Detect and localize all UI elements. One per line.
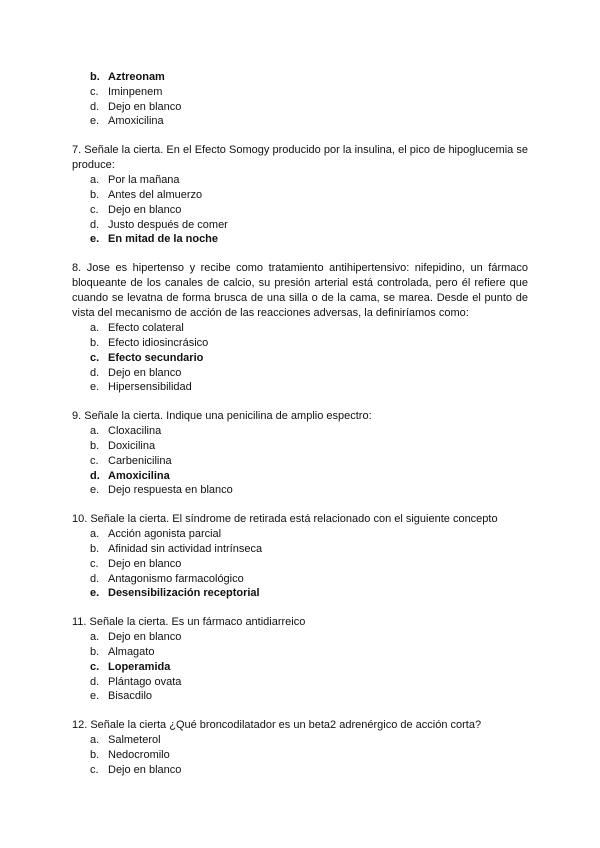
option-text: Amoxicilina (108, 115, 164, 128)
option-e (90, 689, 528, 704)
option-d (90, 218, 528, 233)
option-letter: a. (90, 322, 100, 335)
option-letter: b. (90, 336, 100, 349)
option-a (90, 527, 528, 542)
option-a (90, 630, 528, 645)
option-c (90, 557, 528, 572)
question-stem: 11. Señale la cierta. Es un fármaco antidiarreico (72, 616, 306, 629)
option-d (90, 572, 528, 587)
option-text: En mitad de la noche (108, 233, 219, 246)
option-b (90, 748, 528, 763)
option-b (90, 70, 528, 85)
options-list (72, 424, 528, 498)
option-letter: a. (90, 174, 100, 187)
option-e (90, 380, 528, 395)
option-c (90, 763, 528, 778)
option-text: Almagato (108, 645, 155, 658)
option-text: Iminpenem (108, 85, 163, 98)
option-letter: a. (90, 425, 100, 438)
option-b (90, 336, 528, 351)
option-text: Plántago ovata (108, 675, 182, 688)
option-a (90, 733, 528, 748)
option-text: Desensibilización receptorial (108, 587, 260, 600)
option-letter: c. (90, 85, 99, 98)
options-list (72, 527, 528, 601)
option-letter: c. (90, 454, 99, 467)
option-letter: d. (90, 572, 100, 585)
options-list (72, 321, 528, 395)
option-a (90, 424, 528, 439)
option-c (90, 85, 528, 100)
option-d (90, 366, 528, 381)
options-list (72, 173, 528, 247)
option-text: Dejo en blanco (108, 100, 182, 113)
option-letter: a. (90, 631, 100, 644)
question-12 (72, 718, 528, 777)
option-text: Efecto colateral (108, 322, 184, 335)
option-c (90, 660, 528, 675)
option-letter: d. (90, 100, 100, 113)
option-letter: d. (90, 218, 100, 231)
option-b (90, 188, 528, 203)
option-text: Afinidad sin actividad intrínseca (108, 542, 263, 555)
question-stem: 12. Señale la cierta ¿Qué broncodilatador es un beta2 adrenérgico de acción corta? (72, 719, 482, 732)
option-c (90, 454, 528, 469)
options-list (72, 70, 528, 129)
question-7 (72, 143, 528, 247)
option-text: Por la mañana (108, 174, 180, 187)
option-text: Dejo respuesta en blanco (108, 484, 233, 497)
option-text: Dejo en blanco (108, 366, 182, 379)
question-stem: 8. Jose es hipertenso y recibe como tratamiento antihipertensivo: nifepidino, un fármaco bloqueante de los canales de calcio, su presión arterial está controlada, pero él refiere que cuando se levatna de forma brusca de una silla o de la cama, se marea. Desde el punto de vista del mecanismo de acción de las reacciones adversas, la definiríamos como: (72, 262, 528, 320)
option-text: Loperamida (108, 660, 171, 673)
question-11 (72, 615, 528, 704)
option-letter: c. (90, 203, 99, 216)
question-9 (72, 409, 528, 498)
option-letter: b. (90, 645, 100, 658)
option-c (90, 351, 528, 366)
question-stem: 9. Señale la cierta. Indique una penicilina de amplio espectro: (72, 410, 372, 423)
options-list (72, 733, 528, 777)
option-letter: c. (90, 763, 99, 776)
option-letter: c. (90, 557, 99, 570)
option-letter: b. (90, 188, 100, 201)
option-text: Acción agonista parcial (108, 528, 222, 541)
option-text: Dejo en blanco (108, 763, 182, 776)
question-6-continued (72, 70, 528, 129)
option-letter: e. (90, 484, 100, 497)
option-text: Cloxacilina (108, 425, 162, 438)
option-letter: d. (90, 675, 100, 688)
option-d (90, 469, 528, 484)
option-text: Efecto idiosincrásico (108, 336, 209, 349)
option-a (90, 321, 528, 336)
option-text: Dejo en blanco (108, 631, 182, 644)
option-b (90, 542, 528, 557)
option-e (90, 586, 528, 601)
option-letter: b. (90, 542, 100, 555)
option-letter: e. (90, 115, 100, 128)
option-letter: d. (90, 469, 100, 482)
option-text: Bisacdilo (108, 690, 153, 703)
option-b (90, 645, 528, 660)
option-text: Hipersensibilidad (108, 381, 192, 394)
option-d (90, 675, 528, 690)
question-stem: 7. Señale la cierta. En el Efecto Somogy producido por la insulina, el pico de hipoglucemia se produce: (72, 144, 528, 172)
option-letter: a. (90, 528, 100, 541)
option-letter: c. (90, 660, 100, 673)
option-letter: b. (90, 71, 100, 83)
option-letter: e. (90, 233, 100, 246)
option-text: Amoxicilina (108, 469, 170, 482)
option-letter: b. (90, 748, 100, 761)
option-letter: e. (90, 587, 100, 600)
option-e (90, 114, 528, 129)
option-text: Salmeterol (108, 734, 161, 747)
option-b (90, 439, 528, 454)
question-10 (72, 512, 528, 601)
option-text: Antes del almuerzo (108, 188, 203, 201)
option-text: Doxicilina (108, 439, 156, 452)
option-text: Nedocromilo (108, 748, 170, 761)
option-text: Justo después de comer (108, 218, 228, 231)
option-text: Aztreonam (108, 71, 165, 83)
option-e (90, 483, 528, 498)
option-letter: e. (90, 381, 100, 394)
option-text: Carbenicilina (108, 454, 172, 467)
options-list (72, 630, 528, 704)
option-letter: d. (90, 366, 100, 379)
option-text: Dejo en blanco (108, 557, 182, 570)
question-stem: 10. Señale la cierta. El síndrome de retirada está relacionado con el siguiente concepto (72, 513, 498, 526)
option-a (90, 173, 528, 188)
option-letter: e. (90, 690, 100, 703)
option-letter: b. (90, 439, 100, 452)
option-e (90, 232, 528, 247)
option-text: Antagonismo farmacológico (108, 572, 244, 585)
option-c (90, 203, 528, 218)
option-letter: a. (90, 734, 100, 747)
option-letter: c. (90, 351, 100, 364)
option-d (90, 100, 528, 115)
option-text: Efecto secundario (108, 351, 204, 364)
question-8 (72, 261, 528, 395)
option-text: Dejo en blanco (108, 203, 182, 216)
document-page (72, 70, 528, 792)
